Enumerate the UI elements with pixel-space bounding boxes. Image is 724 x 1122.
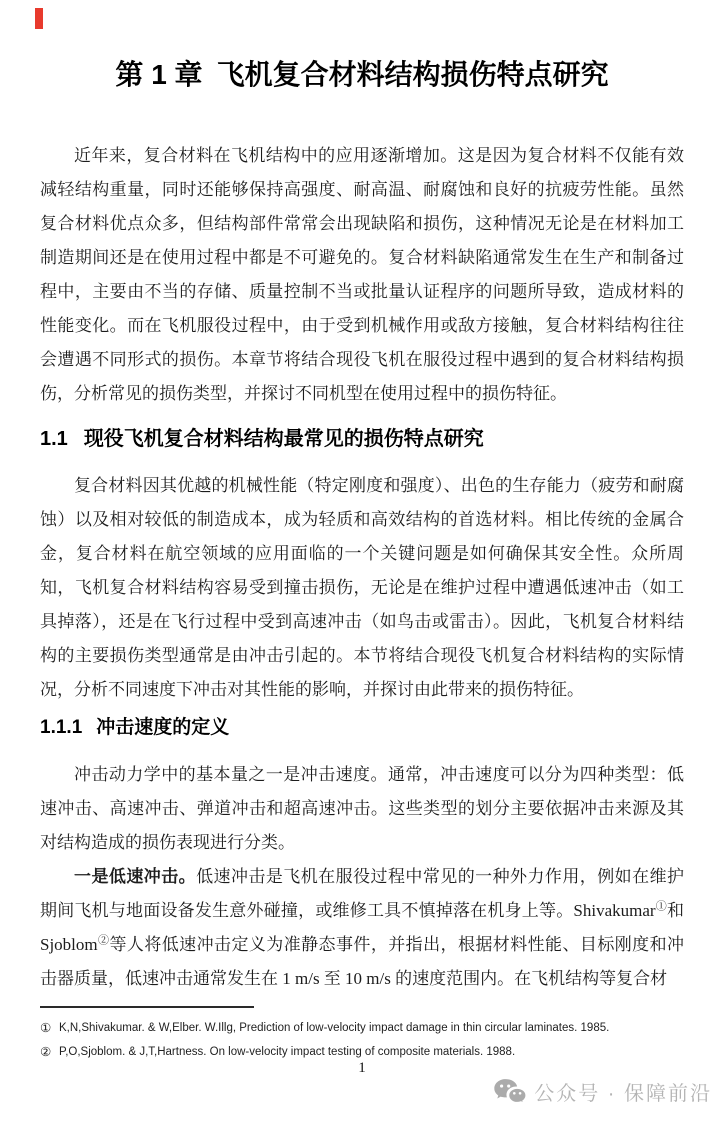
page-number: 1 xyxy=(358,1060,366,1076)
paragraph-text: 低速冲击是飞机在服役过程中常见的一种外力作用，例如在维护期间飞机与地面设备发生意外碰撞，或维修工具不慎掉落在机身上等。Shivakumar xyxy=(40,867,685,920)
footnotes xyxy=(40,1016,694,1064)
heading-number: 1.1.1 xyxy=(40,717,83,738)
watermark xyxy=(493,1077,712,1106)
footnote-ref-2: ② xyxy=(97,934,110,947)
heading-title: 现役飞机复合材料结构最常见的损伤特点研究 xyxy=(83,428,484,450)
paragraph-impact-velocity: 冲击动力学中的基本量之一是冲击速度。通常，冲击速度可以分为四种类型：低速冲击、高速冲击、弹道冲击和超高速冲击。这些类型的划分主要依据冲击来源及其对结构造成的损伤表现进行分类。 xyxy=(40,765,684,852)
wechat-icon xyxy=(493,1078,527,1106)
footnote xyxy=(40,1016,694,1040)
footnote-text: K,N,Shivakumar. & W,Elber. W.Illg, Prediction of low-velocity impact damage in thin circular laminates. 1985. xyxy=(59,1022,610,1034)
paragraph-text: 和Sjoblom xyxy=(40,901,685,954)
paragraph-low-velocity xyxy=(40,860,684,996)
chapter-number: 第 1 章 xyxy=(115,59,203,90)
paragraph-section-1-1: 复合材料因其优越的机械性能（特定刚度和强度）、出色的生存能力（疲劳和耐腐蚀）以及相对较低的制造成本，成为轻质和高效结构的首选材料。相比传统的金属合金，复合材料在航空领域的应用面临的一个关键问题是如何确保其安全性。众所周知，飞机复合材料结构容易受到撞击损伤，无论是在维护过程中遭遇低速冲击（如工具掉落），还是在飞行过程中受到高速冲击（如鸟击或雷击）。因此，飞机复合材料结构的主要损伤类型通常是由冲击引起的。本节将结合现役飞机复合材料结构的实际情况，分析不同速度下冲击对其性能的影响，并探讨由此带来的损伤特征。 xyxy=(40,476,684,699)
footnote-marker: ① xyxy=(40,1021,52,1035)
footnote-divider xyxy=(40,1006,254,1008)
footnote-ref-1: ① xyxy=(655,900,668,913)
section-heading-1-1 xyxy=(40,424,684,454)
footnote-text: P,O,Sjoblom. & J,T,Hartness. On low-velocity impact testing of composite materials. 1988. xyxy=(59,1046,516,1058)
page-content xyxy=(40,0,684,996)
footnote-marker: ② xyxy=(40,1045,52,1059)
heading-number: 1.1 xyxy=(40,428,68,450)
heading-title: 冲击速度的定义 xyxy=(96,717,230,738)
bold-lead: 一是低速冲击。 xyxy=(74,867,197,886)
paragraph-text: 等人将低速冲击定义为准静态事件，并指出，根据材料性能、目标刚度和冲击器质量，低速冲击通常发生在 1 m/s 至 10 m/s 的速度范围内。在飞机结构等复合材 xyxy=(40,935,685,988)
section-heading-1-1-1 xyxy=(40,714,684,742)
watermark-text: 公众号 · 保障前沿 xyxy=(534,1083,712,1105)
chapter-title-text: 飞机复合材料结构损伤特点研究 xyxy=(216,59,609,90)
paragraph-intro: 近年来，复合材料在飞机结构中的应用逐渐增加。这是因为复合材料不仅能有效减轻结构重量，同时还能够保持高强度、耐高温、耐腐蚀和良好的抗疲劳性能。虽然复合材料优点众多，但结构部件常常会出现缺陷和损伤，这种情况无论是在材料加工制造期间还是在使用过程中都是不可避免的。复合材料缺陷通常发生在生产和制备过程中，主要由不当的存储、质量控制不当或批量认证程序的问题所导致，造成材料的性能变化。而在飞机服役过程中，由于受到机械作用或敌方接触，复合材料结构往往会遭遇不同形式的损伤。本章节将结合现役飞机在服役过程中遇到的复合材料结构损伤，分析常见的损伤类型，并探讨不同机型在使用过程中的损伤特征。 xyxy=(40,146,684,403)
chapter-title xyxy=(40,0,684,94)
